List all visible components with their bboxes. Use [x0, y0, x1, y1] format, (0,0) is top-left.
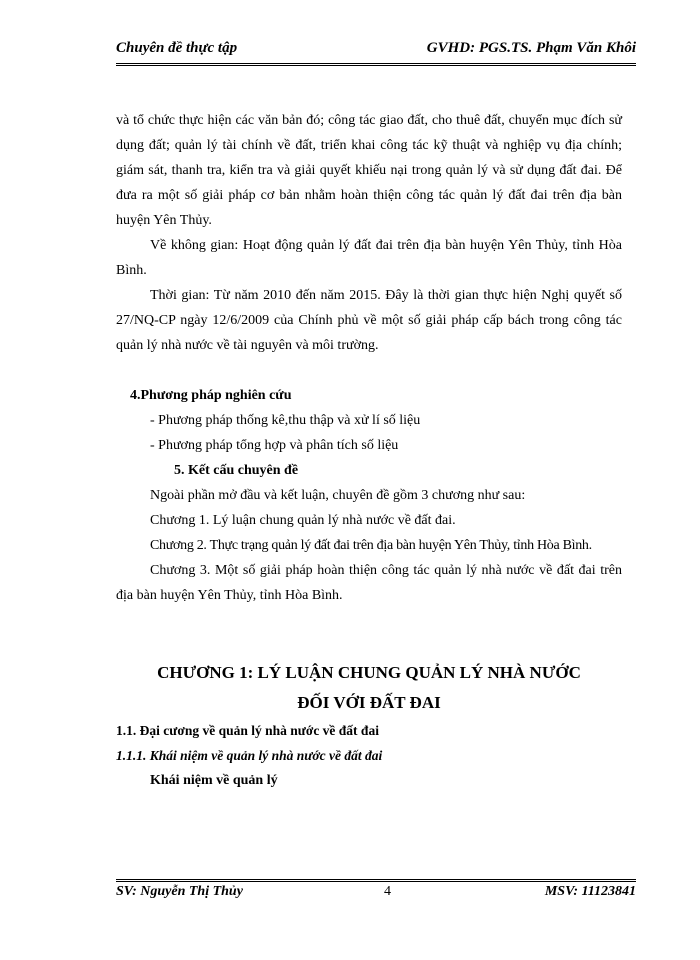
header-title: Chuyên đề thực tập — [116, 40, 238, 56]
spacer — [116, 608, 622, 633]
header-advisor: GVHD: PGS.TS. Phạm Văn Khôi — [426, 40, 636, 56]
paragraph-time: Thời gian: Từ năm 2010 đến năm 2015. Đây là thời gian thực hiện Nghị quyết số 27/NQ-CP ngày 12/6/2009 của Chính phủ về một số giải pháp cấp bách trong công tác quản lý nhà nước về tài nguyên và môi trường. — [116, 288, 622, 353]
method-item-2: - Phương pháp tổng hợp và phân tích số liệu — [150, 438, 399, 453]
structure-intro: Ngoài phần mở đầu và kết luận, chuyên đề gồm 3 chương như sau: — [150, 488, 526, 503]
spacer — [116, 358, 622, 383]
page-number: 4 — [384, 884, 391, 899]
paragraph-scope: và tổ chức thực hiện các văn bản đó; công tác giao đất, cho thuê đất, chuyển mục đích sử dụng đất; quản lý tài chính về đất, triển khai công tác kỹ thuật và nghiệp vụ địa chính; giám sát, thanh tra, kiển tra và giải quyết khiếu nại trong quản lý và sử dụng đất đai. Để đưa ra một số giải pháp cơ bản nhằm hoàn thiện công tác quản lý đất đai trên địa bàn huyện Yên Thủy. — [116, 113, 622, 228]
footer-rule-double — [116, 881, 636, 882]
header-rule-double — [116, 65, 636, 66]
method-item-1: - Phương pháp thống kê,thu thập và xử lí số liệu — [150, 413, 421, 428]
chapter-title-line-1: CHƯƠNG 1: LÝ LUẬN CHUNG QUẢN LÝ NHÀ NƯỚC — [157, 663, 581, 682]
footer-student: SV: Nguyễn Thị Thủy — [116, 884, 243, 899]
heading-methods: 4.Phương pháp nghiên cứu — [130, 388, 292, 403]
page-header — [116, 36, 636, 62]
chapter-item-3: Chương 3. Một số giải pháp hoàn thiện công tác quản lý nhà nước về đất đai trên địa bàn huyện Yên Thủy, tỉnh Hòa Bình. — [116, 563, 622, 603]
chapter-title-line-2: ĐỐI VỚI ĐẤT ĐAI — [297, 693, 441, 712]
heading-structure: 5. Kết cấu chuyên đề — [174, 463, 299, 478]
chapter-item-2: Chương 2. Thực trạng quản lý đất đai trên địa bàn huyện Yên Thủy, tỉnh Hòa Bình. — [150, 538, 592, 553]
paragraph-space: Về không gian: Hoạt động quản lý đất đai trên địa bàn huyện Yên Thủy, tỉnh Hòa Bình. — [116, 238, 622, 278]
footer-student-id: MSV: 11123841 — [544, 884, 636, 899]
spacer — [116, 633, 622, 658]
page-footer — [116, 884, 636, 904]
footer-rule — [116, 879, 636, 880]
header-rule — [116, 63, 636, 64]
page-content — [116, 108, 622, 793]
chapter-item-1: Chương 1. Lý luận chung quản lý nhà nước về đất đai. — [150, 513, 456, 528]
subheading-concept: Khái niệm về quản lý — [150, 773, 278, 788]
section-heading-1-1: 1.1. Đại cương về quản lý nhà nước về đất đai — [116, 723, 379, 738]
section-heading-1-1-1: 1.1.1. Khái niệm về quản lý nhà nước về đất đai — [116, 748, 383, 763]
